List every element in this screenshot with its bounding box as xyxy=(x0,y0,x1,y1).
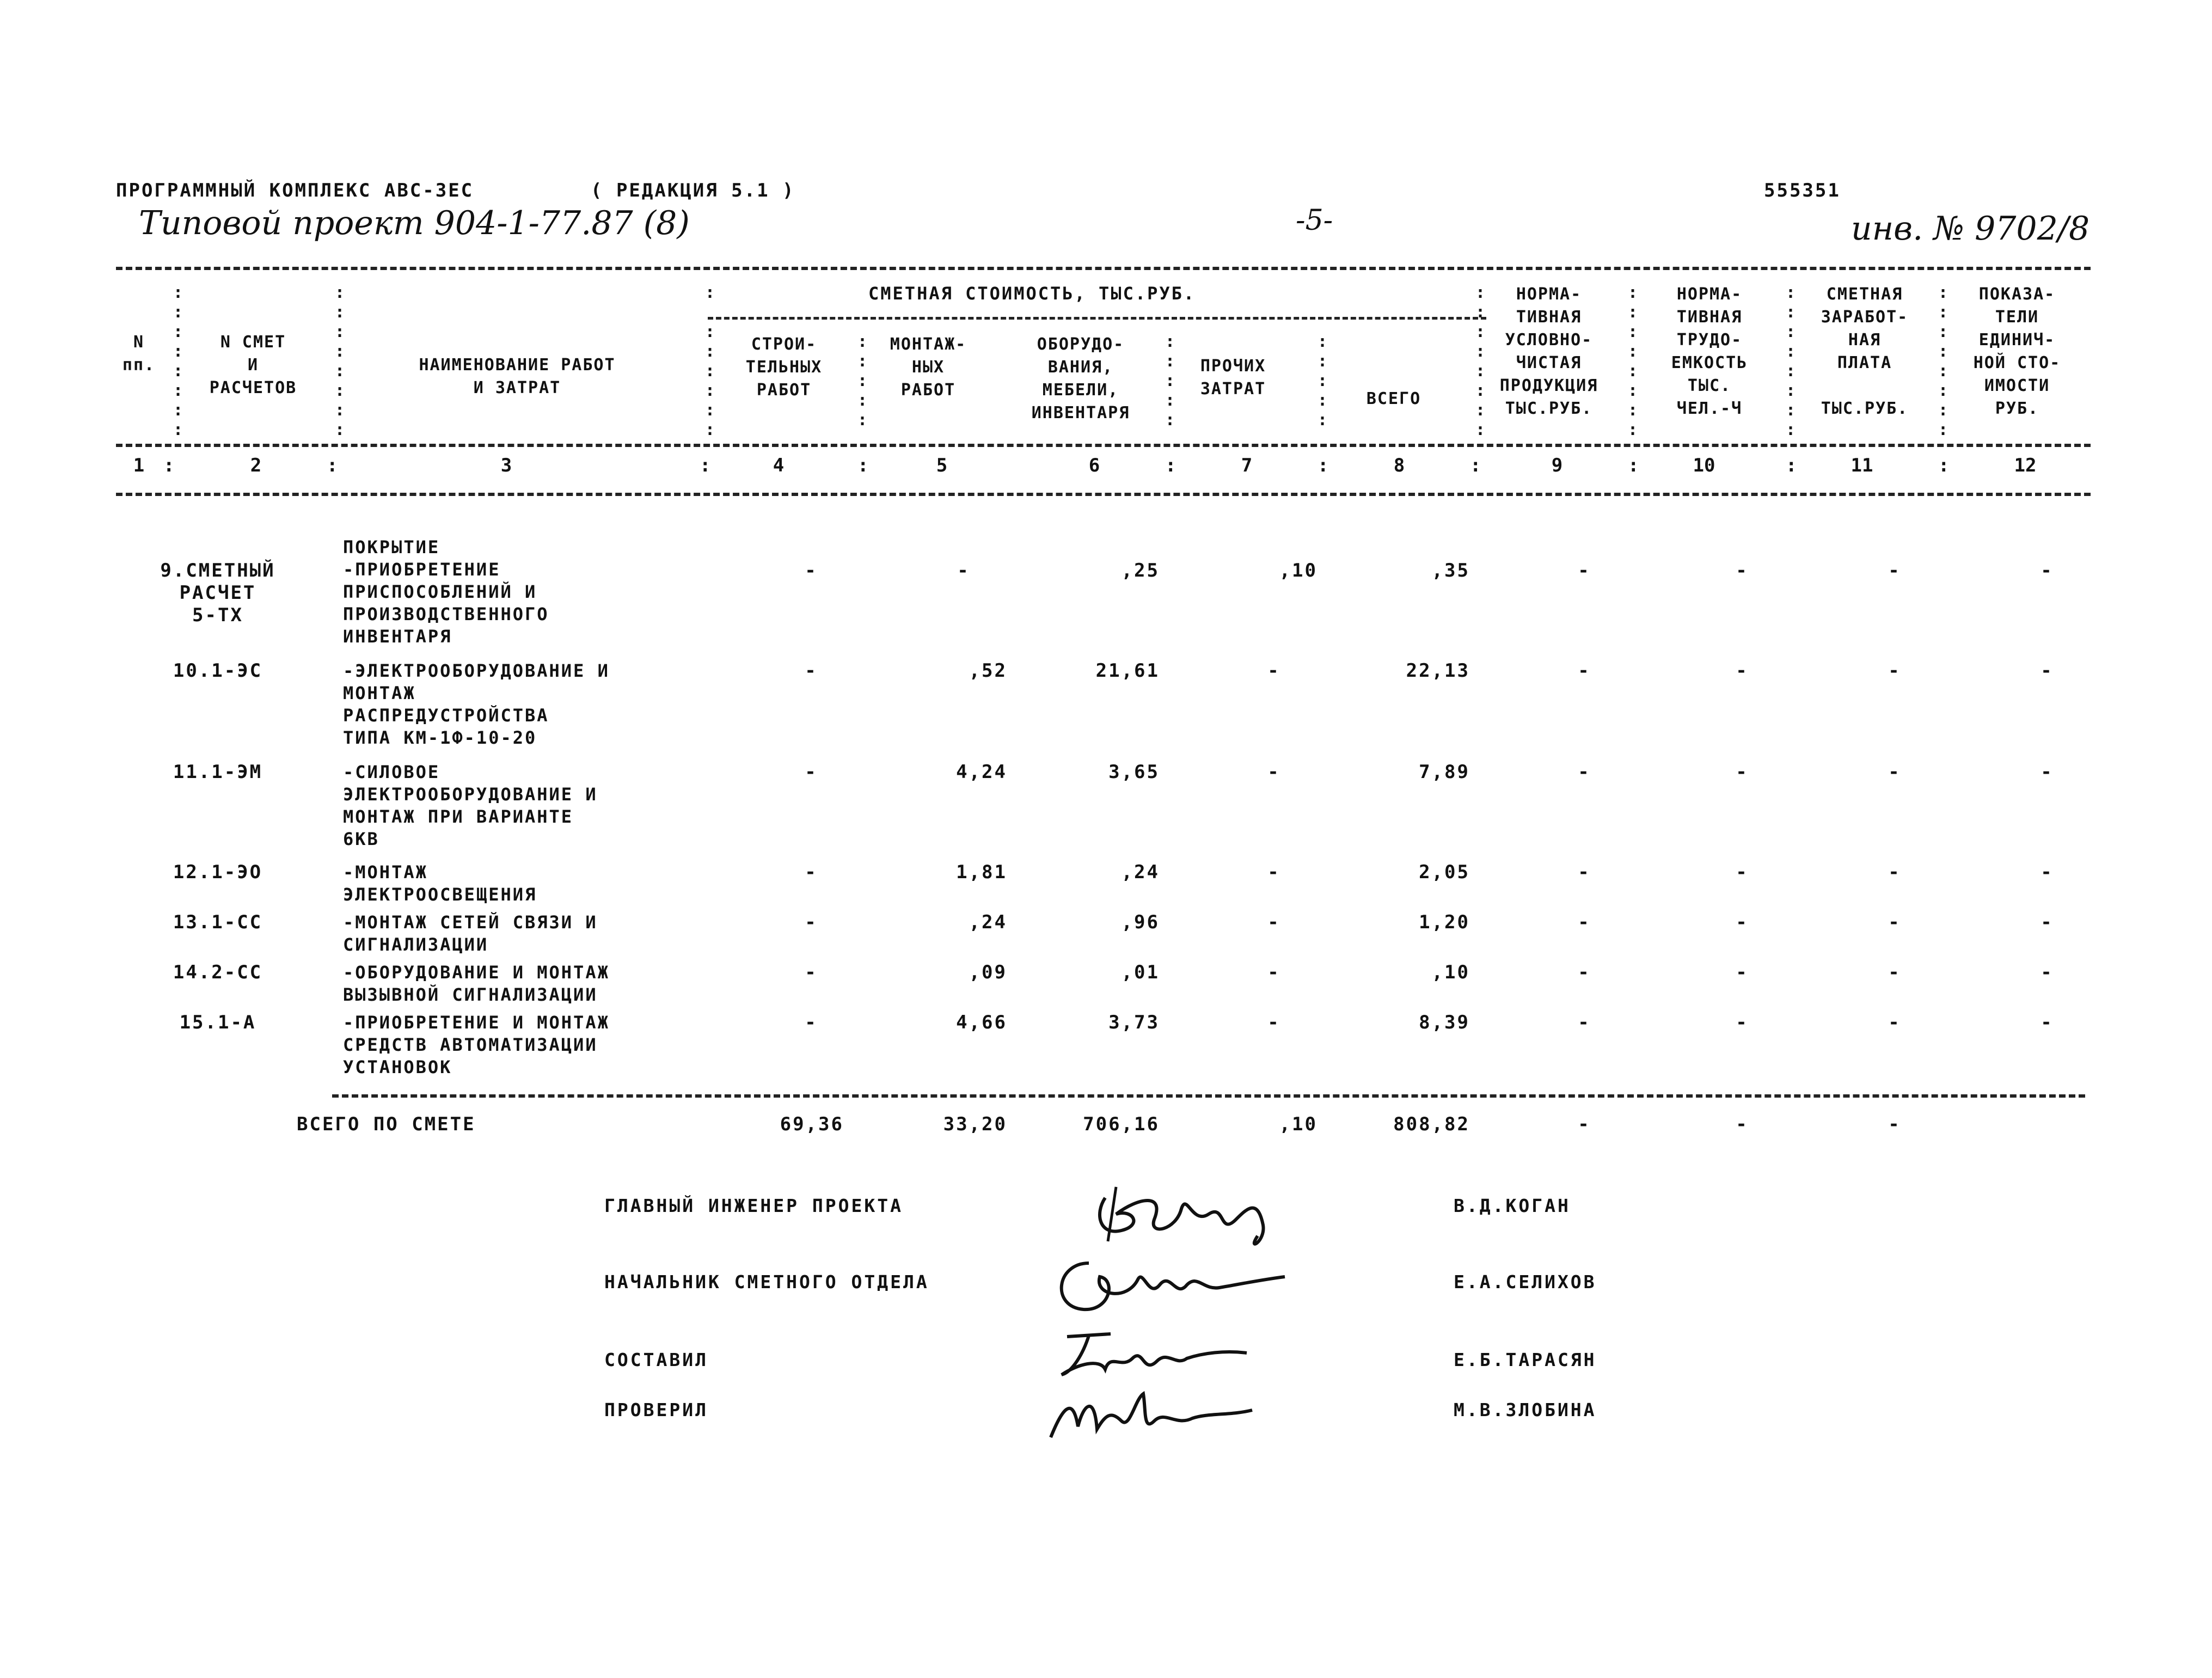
total-c11: - xyxy=(1888,1113,1901,1135)
row-c12: - xyxy=(2041,660,2054,682)
row-c4: - xyxy=(805,761,818,783)
signature-role: ГЛАВНЫЙ ИНЖЕНЕР ПРОЕКТА xyxy=(604,1195,903,1216)
col-header-7: ПРОЧИХ ЗАТРАТ xyxy=(1200,357,1266,399)
col-header-11: СМЕТНАЯ ЗАРАБОТ- НАЯ ПЛАТА ТЫС.РУБ. xyxy=(1821,285,1909,418)
row-name: -МОНТАЖ СЕТЕЙ СВЯЗИ И СИГНАЛИЗАЦИИ xyxy=(343,912,598,955)
row-c7: - xyxy=(1267,911,1280,933)
cost-group-rule xyxy=(708,317,1486,320)
row-c5: 4,66 xyxy=(956,1012,1007,1033)
row-c4: - xyxy=(805,560,818,581)
row-c8: 22,13 xyxy=(1406,660,1470,682)
col-header-9: НОРМА- ТИВНАЯ УСЛОВНО- ЧИСТАЯ ПРОДУКЦИЯ ТЫС.РУБ. xyxy=(1499,285,1598,418)
row-c9: - xyxy=(1578,962,1591,983)
row-c7: - xyxy=(1267,962,1280,983)
row-c4: - xyxy=(805,1012,818,1033)
row-name: -МОНТАЖ ЭЛЕКТРООСВЕЩЕНИЯ xyxy=(343,862,537,905)
row-c7: - xyxy=(1267,660,1280,682)
row-c4: - xyxy=(805,911,818,933)
column-number-rule xyxy=(116,493,2091,496)
row-c7: ,10 xyxy=(1279,560,1318,581)
total-c9: - xyxy=(1578,1113,1591,1135)
signature-role: НАЧАЛЬНИК СМЕТНОГО ОТДЕЛА xyxy=(604,1271,929,1293)
col-separator: : : : : : : : : xyxy=(1628,283,1638,439)
row-c5: ,52 xyxy=(969,660,1007,682)
col-number: 12 xyxy=(2014,455,2037,476)
col-number: 8 xyxy=(1393,455,1405,476)
row-c8: 7,89 xyxy=(1419,761,1470,783)
signature-name: М.В.ЗЛОБИНА xyxy=(1454,1399,1597,1420)
col-separator: : : : : : xyxy=(1318,332,1328,430)
row-c8: 1,20 xyxy=(1419,911,1470,933)
signature-role: СОСТАВИЛ xyxy=(604,1349,708,1370)
row-code: 12.1-ЭО xyxy=(173,861,263,883)
row-c6: 3,65 xyxy=(1108,761,1160,783)
row-c12: - xyxy=(2041,962,2054,983)
col-separator: : : : : : : : : xyxy=(1786,283,1796,439)
col-number-separators: : xyxy=(1786,455,1797,476)
total-c7: ,10 xyxy=(1279,1113,1318,1135)
signature-name: Е.А.СЕЛИХОВ xyxy=(1454,1271,1597,1293)
row-code: 10.1-ЭС xyxy=(173,660,263,682)
col-separator: : : : : : xyxy=(857,332,868,430)
row-c5: ,09 xyxy=(969,962,1007,983)
col-number: 7 xyxy=(1241,455,1253,476)
row-c12: - xyxy=(2041,1012,2054,1033)
row-c5: 4,24 xyxy=(956,761,1007,783)
signature-role: ПРОВЕРИЛ xyxy=(604,1399,708,1420)
row-c4: - xyxy=(805,962,818,983)
total-rule xyxy=(332,1094,2085,1098)
col-number: 4 xyxy=(773,455,785,476)
col-number-separators: : xyxy=(327,455,338,476)
signature-name: Е.Б.ТАРАСЯН xyxy=(1454,1349,1597,1370)
signature-name: В.Д.КОГАН xyxy=(1454,1195,1571,1216)
row-c6: 21,61 xyxy=(1095,660,1160,682)
row-c4: - xyxy=(805,660,818,682)
col-separator: : : : : : : : : xyxy=(335,283,345,439)
total-c4: 69,36 xyxy=(780,1113,844,1135)
row-c8: 8,39 xyxy=(1419,1012,1470,1033)
col-number: 2 xyxy=(250,455,262,476)
col-number: 11 xyxy=(1851,455,1873,476)
row-c6: ,24 xyxy=(1121,861,1160,883)
row-c10: - xyxy=(1736,861,1749,883)
row-code: 15.1-А xyxy=(179,1012,256,1033)
col-separator: : : : : : : : xyxy=(705,283,715,439)
row-c5: - xyxy=(957,560,970,581)
signature-scribble-kogan xyxy=(1083,1176,1301,1258)
col-number: 1 xyxy=(133,455,145,476)
row-c11: - xyxy=(1888,1012,1901,1033)
row-c5: 1,81 xyxy=(956,861,1007,883)
cost-group-title: СМЕТНАЯ СТОИМОСТЬ, ТЫС.РУБ. xyxy=(868,283,1196,304)
row-c4: - xyxy=(805,861,818,883)
total-c8: 808,82 xyxy=(1393,1113,1470,1135)
row-c11: - xyxy=(1888,761,1901,783)
col-number-separators: : xyxy=(1165,455,1177,476)
row-name: -ЭЛЕКТРООБОРУДОВАНИЕ И МОНТАЖ РАСПРЕДУСТРОЙСТВА ТИПА КМ-1Ф-10-20 xyxy=(343,660,610,748)
col-header-6: ОБОРУДО- ВАНИЯ, МЕБЕЛИ, ИНВЕНТАРЯ xyxy=(1031,335,1130,422)
row-c9: - xyxy=(1578,861,1591,883)
total-label: ВСЕГО ПО СМЕТЕ xyxy=(297,1113,476,1135)
total-c10: - xyxy=(1736,1113,1749,1135)
row-c12: - xyxy=(2041,560,2054,581)
row-name: -ПРИОБРЕТЕНИЕ И МОНТАЖ СРЕДСТВ АВТОМАТИЗАЦИИ УСТАНОВОК xyxy=(343,1012,610,1077)
row-c10: - xyxy=(1736,962,1749,983)
col-header-10: НОРМА- ТИВНАЯ ТРУДО- ЕМКОСТЬ ТЫС. ЧЕЛ.-Ч xyxy=(1671,285,1748,418)
col-header-4: СТРОИ- ТЕЛЬНЫХ РАБОТ xyxy=(745,335,823,400)
col-header-3: НАИМЕНОВАНИЕ РАБОТ И ЗАТРАТ xyxy=(419,356,616,397)
col-number-separators: : xyxy=(1470,455,1481,476)
row-c9: - xyxy=(1578,1012,1591,1033)
row-c11: - xyxy=(1888,560,1901,581)
row-c6: ,96 xyxy=(1121,911,1160,933)
row-c12: - xyxy=(2041,761,2054,783)
row-c11: - xyxy=(1888,861,1901,883)
row-c9: - xyxy=(1578,560,1591,581)
row-c8: ,35 xyxy=(1431,560,1470,581)
signature-scribble-zlobina xyxy=(1034,1377,1263,1448)
row-c9: - xyxy=(1578,761,1591,783)
row-name: -ОБОРУДОВАНИЕ И МОНТАЖ ВЫЗЫВНОЙ СИГНАЛИЗАЦИИ xyxy=(343,962,610,1005)
col-number-separators: : xyxy=(700,455,711,476)
col-separator: : : : : : : : : xyxy=(173,283,183,439)
row-name: -СИЛОВОЕ ЭЛЕКТРООБОРУДОВАНИЕ И МОНТАЖ ПРИ ВАРИАНТЕ 6КВ xyxy=(343,762,598,849)
header-rule-top xyxy=(116,267,2091,270)
signature-scribble-selikhov xyxy=(1045,1247,1296,1323)
col-number-separators: : xyxy=(163,455,176,476)
col-number-separators: : xyxy=(1628,455,1639,476)
total-c5: 33,20 xyxy=(943,1113,1007,1135)
col-number: 10 xyxy=(1693,455,1715,476)
col-header-8: ВСЕГО xyxy=(1366,389,1421,408)
page-number: -5- xyxy=(1296,204,1333,237)
col-number: 6 xyxy=(1088,455,1100,476)
col-number-separators: : xyxy=(1318,455,1329,476)
row-code: 14.2-СС xyxy=(173,962,263,983)
row-code: 11.1-ЭМ xyxy=(173,761,263,783)
row-c7: - xyxy=(1267,1012,1280,1033)
row-c12: - xyxy=(2041,911,2054,933)
row-code: 9.СМЕТНЫЙ РАСЧЕТ 5-ТХ xyxy=(160,560,275,626)
col-header-12: ПОКАЗА- ТЕЛИ ЕДИНИЧ- НОЙ СТО- ИМОСТИ РУБ. xyxy=(1973,285,2061,418)
row-c10: - xyxy=(1736,761,1749,783)
col-header-1: N пп. xyxy=(122,333,156,375)
row-c10: - xyxy=(1736,660,1749,682)
row-c7: - xyxy=(1267,761,1280,783)
row-c10: - xyxy=(1736,1012,1749,1033)
row-c8: ,10 xyxy=(1431,962,1470,983)
project-number-handwritten: Типовой проект 904-1-77.87 (8) xyxy=(139,204,690,242)
signature-scribble-tarasyan xyxy=(1051,1320,1269,1386)
col-number-separators: : xyxy=(1938,455,1950,476)
row-c5: ,24 xyxy=(969,911,1007,933)
row-c10: - xyxy=(1736,911,1749,933)
col-number-separators: : xyxy=(857,455,869,476)
col-separator: : : : : : xyxy=(1165,332,1175,430)
col-separator: : : : : : : : : xyxy=(1938,283,1948,439)
total-c6: 706,16 xyxy=(1083,1113,1160,1135)
col-number: 5 xyxy=(936,455,948,476)
row-c9: - xyxy=(1578,660,1591,682)
header-rule-bottom xyxy=(116,444,2091,447)
edition-label: ( РЕДАКЦИЯ 5.1 ) xyxy=(591,180,795,201)
row-c7: - xyxy=(1267,861,1280,883)
row-name: ПОКРЫТИЕ -ПРИОБРЕТЕНИЕ ПРИСПОСОБЛЕНИЙ И ПРОИЗВОДСТВЕННОГО ИНВЕНТАРЯ xyxy=(343,537,549,647)
document-code: 555351 xyxy=(1764,180,1841,201)
row-c6: ,25 xyxy=(1121,560,1160,581)
row-c11: - xyxy=(1888,911,1901,933)
row-c12: - xyxy=(2041,861,2054,883)
row-c6: 3,73 xyxy=(1108,1012,1160,1033)
row-code: 13.1-СС xyxy=(173,911,263,933)
row-c9: - xyxy=(1578,911,1591,933)
col-number: 3 xyxy=(500,455,512,476)
row-c10: - xyxy=(1736,560,1749,581)
col-separator: : : : : : : : : xyxy=(1475,283,1486,439)
col-header-5: МОНТАЖ- НЫХ РАБОТ xyxy=(890,335,967,400)
inventory-number-handwritten: инв. № 9702/8 xyxy=(1851,210,2090,248)
program-title: ПРОГРАММНЫЙ КОМПЛЕКС АВС-ЗЕС xyxy=(116,180,474,201)
col-header-2: N СМЕТ И РАСЧЕТОВ xyxy=(209,333,297,397)
row-c6: ,01 xyxy=(1121,962,1160,983)
col-number: 9 xyxy=(1551,455,1563,476)
row-c11: - xyxy=(1888,962,1901,983)
row-c11: - xyxy=(1888,660,1901,682)
row-c8: 2,05 xyxy=(1419,861,1470,883)
